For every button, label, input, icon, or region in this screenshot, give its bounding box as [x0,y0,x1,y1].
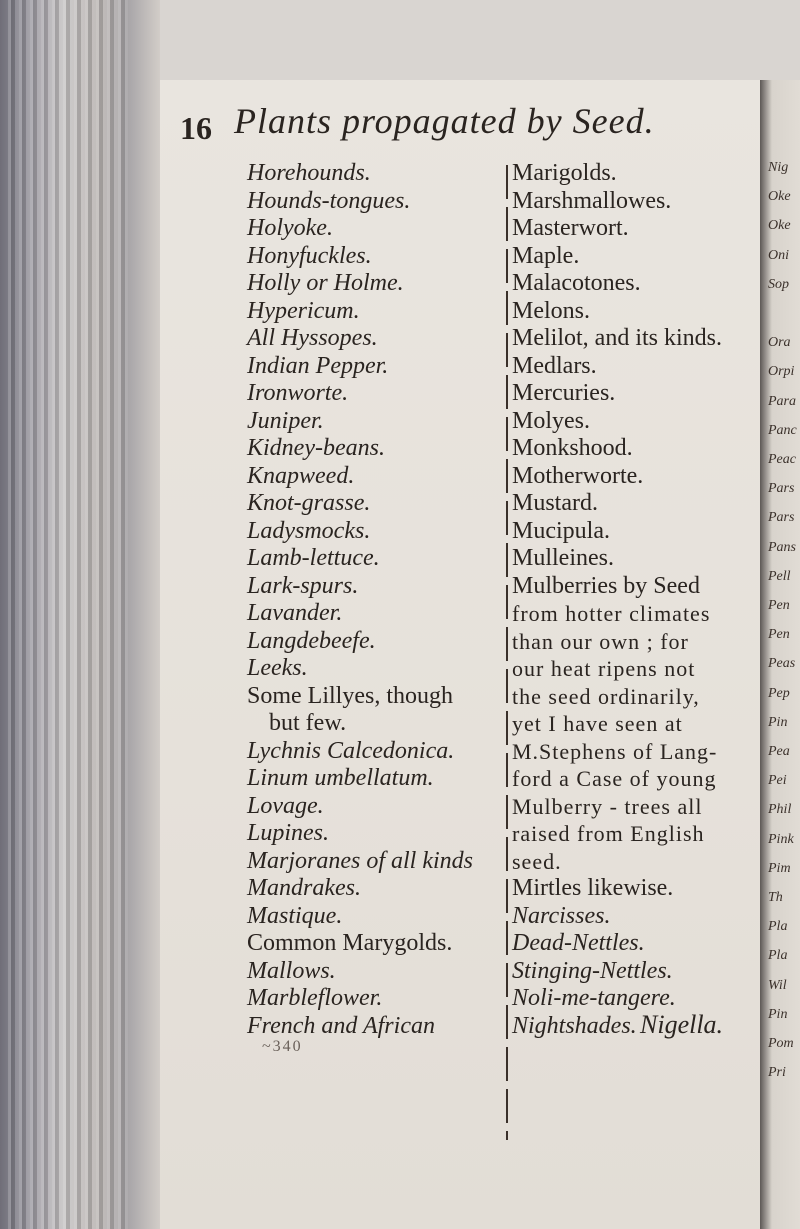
facing-page-fragment: Panc [768,422,797,438]
facing-page-fragment: Phil [768,802,792,818]
facing-page-fragment: Pin [768,714,788,730]
plant-entry: Mandrakes. [247,875,361,901]
plant-entry: Holly or Holme. [247,270,404,296]
plant-entry: Lavander. [247,600,343,626]
facing-page-fragment: Sop [768,276,789,292]
plant-entry: Hounds-tongues. [247,187,411,214]
facing-page-fragment: Oke [768,189,791,205]
plant-entry: Indian Pepper. [247,352,389,379]
catchword: Nigella. [640,1010,724,1039]
facing-page-fragment: Para [768,393,796,409]
column-divider [506,165,508,1140]
plant-entry: Ladysmocks. [247,517,371,544]
plant-entry: Masterwort. [512,215,629,241]
plant-entry: Dead-Nettles. [512,930,645,956]
facing-page-fragment: Pin [768,1006,788,1022]
plant-entry: from hotter climates [512,601,711,626]
plant-entry: M.Stephens of Lang- [512,738,718,764]
facing-page-fragment: Pla [768,948,788,964]
plant-entry: Mustard. [512,490,598,516]
plant-entry: Monkshood. [512,435,633,461]
plant-entry: but few. [269,710,347,736]
plant-entry: Lark-spurs. [247,572,359,599]
plant-entry: raised from English [512,821,705,846]
plant-entry: Linum umbellatum. [247,765,434,791]
facing-page-fragment: Pen [768,627,790,643]
plant-entry: Leeks. [247,655,308,681]
plant-entry: Hypericum. [247,297,360,324]
plant-entry: ford a Case of young [512,766,717,791]
facing-page-fragment: Nig [768,160,789,175]
plant-entry: our heat ripens not [512,656,696,681]
facing-page-fragment: Peac [768,452,796,467]
plant-entry: Lovage. [247,792,324,819]
facing-page-fragment: Pen [768,598,790,613]
plant-entry: Mulberries by Seed [512,572,700,599]
plant-entry: Marshmallowes. [512,187,672,214]
plant-entry: Narcisses. [512,902,611,929]
plant-entry: Melons. [512,297,590,324]
facing-page-fragment: Th [768,890,783,905]
plant-entry: Lychnis Calcedonica. [247,737,455,764]
facing-page-fragment: Pars [768,481,795,497]
facing-page-fragment: Oni [768,247,789,263]
right-column [512,160,760,1040]
facing-page-fragment: Orpi [768,364,795,380]
top-margin [160,0,800,80]
plant-entry: French and African [247,1012,435,1039]
plant-entry: Lupines. [247,820,330,846]
plant-entry: Juniper. [247,407,324,434]
plant-entry: Maple. [512,242,580,269]
book-gutter [0,0,160,1229]
plant-entry: Horehounds. [247,160,371,186]
facing-page-fragment: Pri [768,1065,786,1081]
plant-entry: Some Lillyes, though [247,682,453,709]
plant-entry: than our own ; for [512,628,689,654]
plant-entry: Mallows. [247,957,336,984]
page-number: 16 [180,110,212,146]
facing-page-fragment: Pei [768,773,787,789]
plant-entry: Knot-grasse. [247,490,371,516]
plant-entry: Kidney-beans. [247,435,385,461]
plant-entry: the seed ordinarily, [512,683,700,709]
plant-entry: Molyes. [512,407,590,434]
plant-entry: Malacotones. [512,270,641,296]
facing-page-fragment: Ora [768,335,791,351]
plant-entry: Knapweed. [247,462,355,489]
plant-entry: Mulberry - trees all [512,793,703,819]
plant-entry: Common Marygolds. [247,930,453,956]
facing-page-fragment: Pep [768,685,790,701]
plant-entry: Motherworte. [512,462,644,489]
facing-page-fragment: Pim [768,860,791,876]
plant-entry: Nightshades. [512,1012,637,1039]
facing-page-fragment: Oke [768,218,791,234]
plant-entry: Marjoranes of all kinds [247,847,473,874]
running-head: Plants propagated by Seed. [234,101,655,141]
plant-entry: Lamb-lettuce. [247,545,380,571]
plant-entry: Marbleflower. [247,985,383,1011]
facing-page-fragment: Pom [768,1036,794,1051]
plant-entry: yet I have seen at [512,711,683,736]
plant-entry: Stinging-Nettles. [512,957,673,984]
facing-page-fragment: Peas [768,656,796,672]
plant-entry: Mirtles likewise. [512,875,674,901]
plant-entry: Holyoke. [247,215,333,241]
plant-entry: All Hyssopes. [247,325,378,351]
plant-entry: Medlars. [512,352,597,379]
facing-page-fragment: Pink [768,831,794,847]
left-column [247,160,502,1040]
facing-page-fragment: Pars [768,510,795,526]
plant-entry: Langdebeefe. [247,627,376,654]
facing-page-fragment: Pell [768,568,791,584]
signature-mark: ~340 [262,1038,303,1055]
plant-entry: Mucipula. [512,517,610,544]
facing-page-fragment: Pla [768,919,788,935]
plant-entry: Noli-me-tangere. [512,985,676,1011]
plant-entry: Melilot, and its kinds. [512,325,722,351]
plant-entry: Mercuries. [512,380,616,406]
facing-page-fragment: Pea [768,744,790,759]
plant-entry: Mulleines. [512,545,614,571]
plant-entry: seed. [512,848,562,874]
facing-page-fragment: Pans [768,539,796,555]
facing-page-fragment: Wil [768,977,787,993]
plant-entry: Ironworte. [247,380,349,406]
plant-entry: Honyfuckles. [247,242,372,269]
plant-entry: Mastique. [247,902,343,929]
plant-entry: Marigolds. [512,160,617,186]
